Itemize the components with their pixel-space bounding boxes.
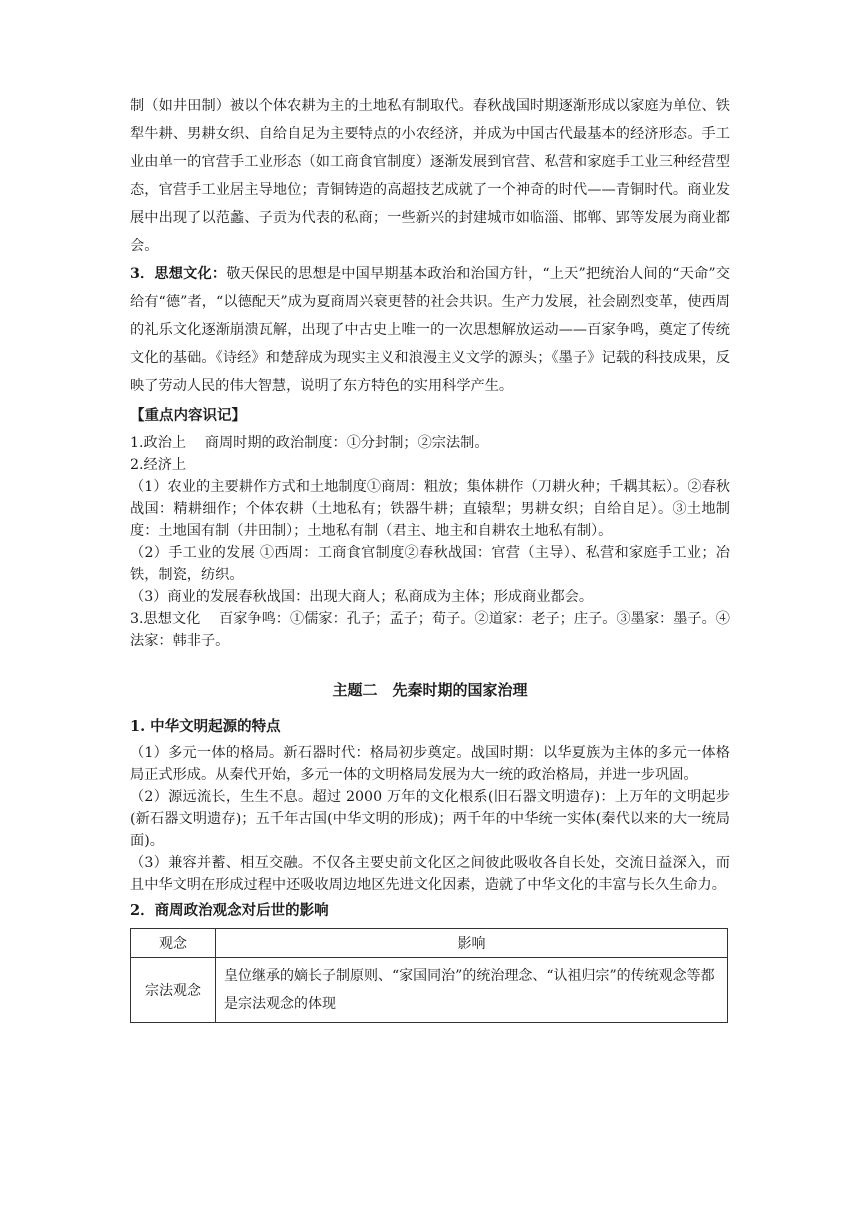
section1-line: （2）源远流长，生生不息。超过 2000 万年的文化根系(旧石器文明遗存)：上万年的文明起步(新石器文明遗存)；五千年古国(中华文明的形成)；两千年的中华统一实体(秦代以来的大一统局面)。 bbox=[130, 789, 730, 849]
culture-paragraph bbox=[130, 260, 730, 400]
economy-paragraph: 制（如井田制）被以个体农耕为主的土地私有制取代。春秋战国时期逐渐形成以家庭为单位、铁犁牛耕、男耕女织、自给自足为主要特点的小农经济，并成为中国古代最基本的经济形态。手工业由单一的官营手工业形态（如工商食官制度）逐渐发展到官营、私营和家庭手工业三种经营型态，官营手工业居主导地位；青铜铸造的高超技艺成就了一个神奇的时代——青铜时代。商业发展中出现了以范蠡、子贡为代表的私商；一些新兴的封建城市如临淄、邯郸、郢等发展为商业都会。 bbox=[130, 98, 730, 254]
key-point-line: 2.经济上 bbox=[130, 457, 187, 473]
table-cell: 皇位继承的嫡长子制原则、“家国同治”的统治理念、“认祖归宗”的传统观念等都是宗法观念的体现 bbox=[216, 958, 728, 1023]
section1-line: （3）兼容并蓄、相互交融。不仅各主要史前文化区之间彼此吸收各自长处，交流日益深入，而且中华文明在形成过程中还吸收周边地区先进文化因素，造就了中华文化的丰富与长久生命力。 bbox=[130, 855, 730, 893]
key-point-line: （1）农业的主要耕作方式和土地制度①商周：粗放；集体耕作（刀耕火种；千耦其耘）。②春秋战国：精耕细作；个体农耕（土地私有；铁器牛耕；直辕犁；男耕女织；自给自足）。③土地制度：土地国有制（井田制）；土地私有制（君主、地主和自耕农土地私有制）。 bbox=[130, 479, 730, 539]
table-row bbox=[131, 958, 728, 1023]
culture-number: 3． bbox=[130, 266, 155, 282]
culture-body: 敬天保民的思想是中国早期基本政治和治国方针，“上天”把统治人间的“天命”交给有“德”者，“以德配天”成为夏商周兴衰更替的社会共识。生产力发展，社会剧烈变革，使西周的礼乐文化逐渐崩溃瓦解，出现了中古史上唯一的一次思想解放运动——百家争鸣，奠定了传统文化的基础。《诗经》和楚辞成为现实主义和浪漫主义文学的源头；《墨子》记载的科技成果，反映了劳动人民的伟大智慧，说明了东方特色的实用科学产生。 bbox=[130, 266, 730, 394]
table-header-cell: 观念 bbox=[131, 929, 216, 958]
key-point-line: （2）手工业的发展 ①西周：工商食官制度②春秋战国：官营（主导）、私营和家庭手工业；冶铁，制瓷，纺织。 bbox=[130, 545, 730, 583]
key-point-line: 1.政治上 商周时期的政治制度：①分封制；②宗法制。 bbox=[130, 435, 489, 451]
theme2-title: 主题二 先秦时期的国家治理 bbox=[332, 681, 528, 699]
table-header-cell: 影响 bbox=[216, 929, 728, 958]
table-cell: 宗法观念 bbox=[131, 958, 216, 1023]
culture-title: 思想文化： bbox=[154, 266, 227, 282]
key-point-line: （3）商业的发展春秋战国：出现大商人；私商成为主体；形成商业都会。 bbox=[130, 589, 594, 605]
key-points-list bbox=[130, 432, 730, 652]
section1-line: （1）多元一体的格局。新石器时代：格局初步奠定。战国时期：以华夏族为主体的多元一体格局正式形成。从秦代开始，多元一体的文明格局发展为大一统的政治格局，并进一步巩固。 bbox=[130, 745, 730, 783]
document-page bbox=[130, 92, 730, 1023]
table-header-row bbox=[131, 929, 728, 958]
key-point-line: 3.思想文化 百家争鸣：①儒家：孔子；孟子；荀子。②道家：老子；庄子。③墨家：墨子。④法家：韩非子。 bbox=[130, 611, 730, 649]
section1-title: 1. 中华文明起源的特点 bbox=[130, 718, 281, 735]
influence-table bbox=[130, 928, 728, 1023]
key-points-title: 【重点内容识记】 bbox=[130, 407, 246, 424]
section1-list bbox=[130, 742, 730, 896]
section2-title: 2．商周政治观念对后世的影响 bbox=[130, 902, 329, 919]
